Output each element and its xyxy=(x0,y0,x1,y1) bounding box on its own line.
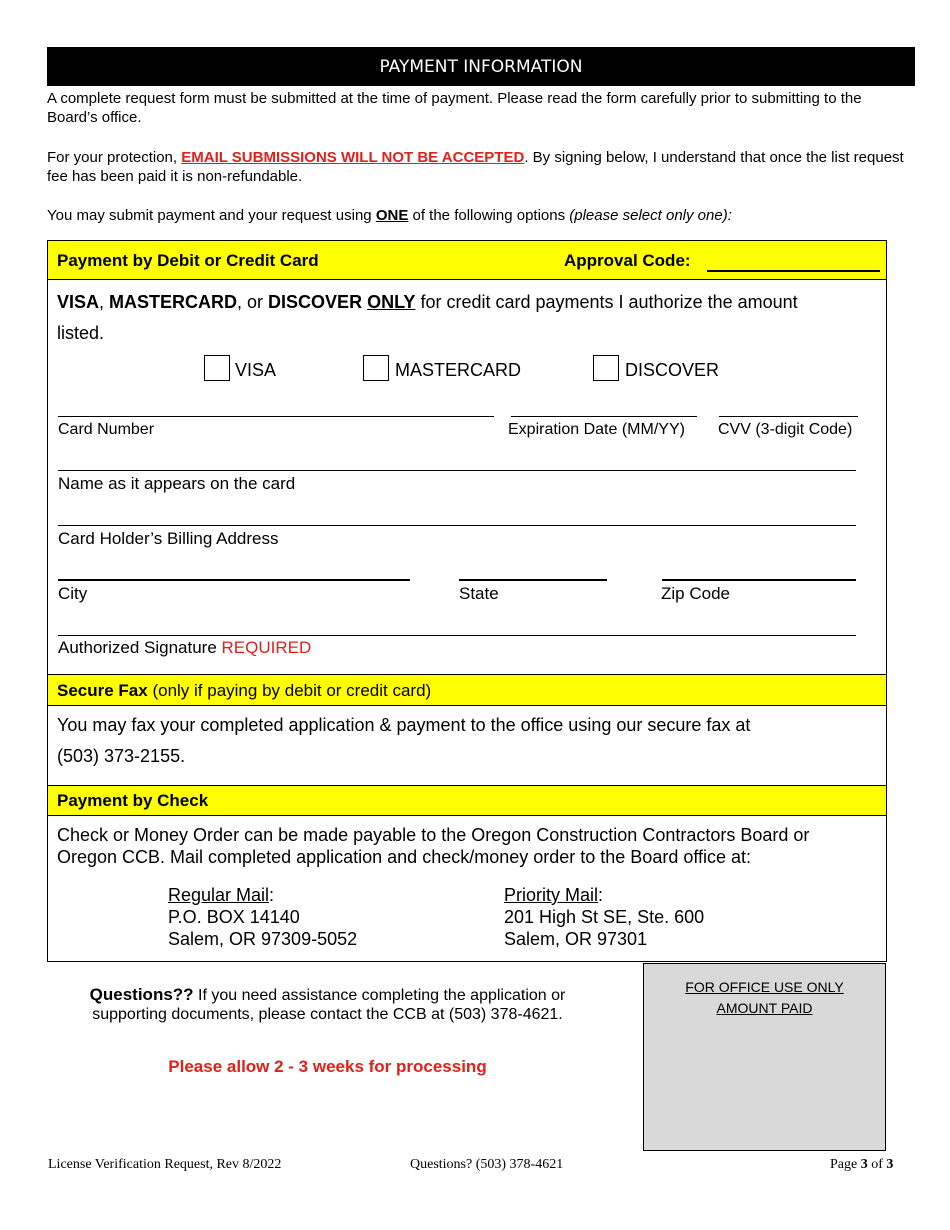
office-use-label: FOR OFFICE USE ONLY xyxy=(685,979,844,995)
only-emphasis: ONLY xyxy=(367,292,416,312)
amount-paid-label: AMOUNT PAID xyxy=(716,1000,813,1016)
expiration-date-input[interactable] xyxy=(511,416,697,417)
state-label: State xyxy=(459,584,499,603)
page-title: PAYMENT INFORMATION xyxy=(379,57,583,77)
city-label: City xyxy=(58,584,88,603)
intro-text: of the following options xyxy=(408,207,570,224)
card-section-title: Payment by Debit or Credit Card xyxy=(57,251,319,270)
signature-label-text: Authorized Signature xyxy=(58,638,222,657)
visa-checkbox-label: VISA xyxy=(235,360,277,380)
zip-code-label: Zip Code xyxy=(661,584,730,603)
page-label: Page xyxy=(830,1157,861,1172)
card-number-input[interactable] xyxy=(58,416,494,417)
payment-options-box xyxy=(47,240,887,962)
card-authorization-text xyxy=(57,292,798,313)
page-of: of xyxy=(867,1157,887,1172)
cardholder-name-label: Name as it appears on the card xyxy=(58,474,296,493)
visa-brand: VISA xyxy=(57,292,100,312)
fax-title-note: (only if paying by debit or credit card) xyxy=(147,681,432,700)
regular-mail-line-2: Salem, OR 97309-5052 xyxy=(168,929,358,949)
priority-mail-line-1: 201 High St SE, Ste. 600 xyxy=(504,907,705,927)
discover-brand: DISCOVER xyxy=(268,292,363,312)
footer-page-number xyxy=(830,1157,893,1173)
billing-address-input[interactable] xyxy=(58,525,856,526)
state-input[interactable] xyxy=(459,579,607,581)
regular-mail-address xyxy=(168,884,357,950)
fax-number: (503) 373-2155. xyxy=(57,746,186,766)
required-indicator: REQUIRED xyxy=(221,638,312,657)
footer-questions: Questions? (503) 378-4621 xyxy=(410,1157,564,1172)
card-number-label: Card Number xyxy=(58,421,155,438)
separator: , xyxy=(99,292,110,312)
current-page: 3 xyxy=(860,1157,868,1172)
visa-checkbox[interactable] xyxy=(204,355,230,381)
intro-text: For your protection, xyxy=(47,149,182,166)
colon: : xyxy=(269,885,275,905)
check-section-title: Payment by Check xyxy=(57,791,209,810)
colon: : xyxy=(598,885,604,905)
priority-mail-line-2: Salem, OR 97301 xyxy=(504,929,648,949)
card-section-header xyxy=(48,241,886,280)
fax-section-header xyxy=(48,674,886,706)
mastercard-checkbox-label: MASTERCARD xyxy=(395,360,522,380)
questions-text-2: supporting documents, please contact the CCB at (503) 378-4621. xyxy=(92,1006,563,1023)
mastercard-brand: MASTERCARD xyxy=(109,292,238,312)
expiration-date-label: Expiration Date (MM/YY) xyxy=(508,421,685,438)
discover-checkbox[interactable] xyxy=(593,355,619,381)
zip-code-input[interactable] xyxy=(662,579,856,581)
signature-input[interactable] xyxy=(58,635,856,636)
total-pages: 3 xyxy=(886,1157,894,1172)
check-instructions-line-1: Check or Money Order can be made payable to the Oregon Construction Contractors Board or xyxy=(57,825,810,845)
signature-label xyxy=(58,638,311,658)
fax-instructions: You may fax your completed application & payment to the office using our secure fax at xyxy=(57,715,751,735)
authorization-line-2: listed. xyxy=(57,323,105,343)
questions-note xyxy=(50,985,605,1024)
footer-form-name: License Verification Request, Rev 8/2022 xyxy=(48,1157,282,1172)
office-use-box xyxy=(643,963,886,1151)
authorization-rest: for credit card payments I authorize the amount xyxy=(415,292,798,312)
processing-time-note: Please allow 2 - 3 weeks for processing xyxy=(168,1057,487,1076)
regular-mail-line-1: P.O. BOX 14140 xyxy=(168,907,300,927)
questions-label: Questions?? xyxy=(89,985,194,1004)
cvv-input[interactable] xyxy=(719,416,858,417)
cvv-label: CVV (3-digit Code) xyxy=(718,421,853,438)
city-input[interactable] xyxy=(58,579,410,581)
mastercard-checkbox[interactable] xyxy=(363,355,389,381)
email-warning: EMAIL SUBMISSIONS WILL NOT BE ACCEPTED xyxy=(181,149,525,166)
discover-checkbox-label: DISCOVER xyxy=(625,360,720,380)
intro-paragraph-3 xyxy=(47,206,907,225)
priority-mail-label: Priority Mail xyxy=(504,885,599,905)
regular-mail-label: Regular Mail xyxy=(168,885,270,905)
intro-paragraph-2 xyxy=(47,148,907,186)
check-section-header xyxy=(48,785,886,816)
fax-section-title xyxy=(57,681,431,701)
section-title-bar xyxy=(47,47,915,86)
fax-title-bold: Secure Fax xyxy=(57,681,148,700)
intro-text: You may submit payment and your request using xyxy=(47,207,376,224)
separator: , or xyxy=(237,292,269,312)
priority-mail-address xyxy=(504,884,704,950)
approval-code-label: Approval Code: xyxy=(564,251,691,270)
check-instructions-line-2: Oregon CCB. Mail completed application and check/money order to the Board office at: xyxy=(57,847,752,867)
questions-text-1: If you need assistance completing the application or xyxy=(193,987,566,1004)
select-one-note: (please select only one): xyxy=(569,207,732,224)
cardholder-name-input[interactable] xyxy=(58,470,856,471)
approval-code-input[interactable] xyxy=(707,270,880,272)
one-emphasis: ONE xyxy=(375,207,409,224)
intro-text: . By signing below, I understand that once the list request fee has been paid it is non-refundable. xyxy=(47,149,904,185)
billing-address-label: Card Holder’s Billing Address xyxy=(58,529,279,548)
intro-paragraph-1: A complete request form must be submitted at the time of payment. Please read the form carefully prior to submitting to the Board’s office. xyxy=(47,90,862,126)
